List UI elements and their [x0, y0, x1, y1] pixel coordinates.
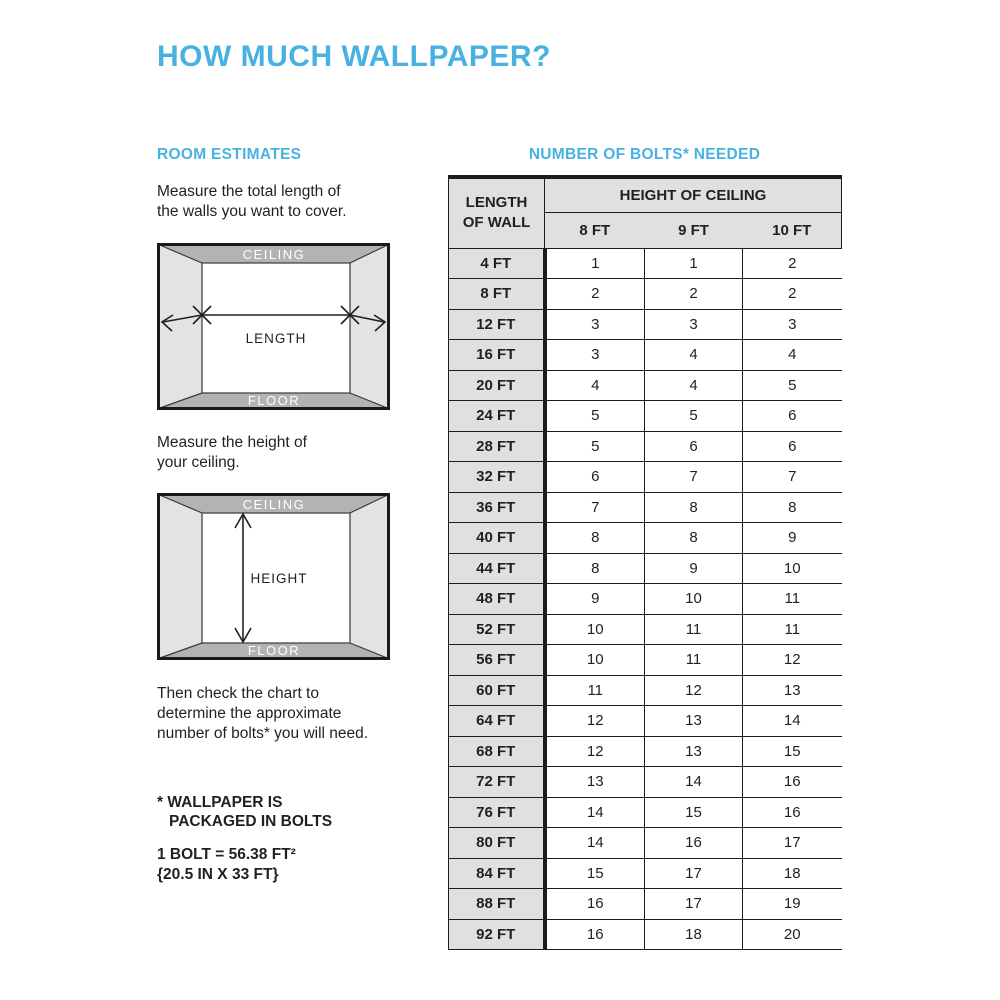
bolt-count-cell: 4 — [545, 370, 645, 401]
bolts-footnote — [157, 793, 332, 831]
table-row — [449, 401, 842, 432]
wall-length-cell: 12 FT — [449, 309, 545, 340]
bolt-count-cell: 8 — [545, 553, 645, 584]
wall-length-cell: 20 FT — [449, 370, 545, 401]
bolt-count-cell: 5 — [545, 401, 645, 432]
bolt-count-cell: 16 — [743, 767, 842, 798]
wall-length-cell: 32 FT — [449, 462, 545, 493]
wall-length-cell: 60 FT — [449, 675, 545, 706]
table-row — [449, 553, 842, 584]
height-of-ceiling-header: HEIGHT OF CEILING — [545, 177, 842, 212]
table-row — [449, 645, 842, 676]
wall-length-cell: 80 FT — [449, 828, 545, 859]
step3-instruction — [157, 684, 368, 744]
bolt-count-cell: 18 — [743, 858, 842, 889]
wall-length-cell: 64 FT — [449, 706, 545, 737]
step2-line2: your ceiling. — [157, 454, 240, 471]
table-row — [449, 431, 842, 462]
wall-length-cell: 28 FT — [449, 431, 545, 462]
bolt-count-cell: 3 — [645, 309, 743, 340]
bolt-count-cell: 17 — [743, 828, 842, 859]
bolt-count-cell: 14 — [645, 767, 743, 798]
floor-label: FLOOR — [247, 393, 301, 408]
bolt-count-cell: 16 — [645, 828, 743, 859]
wall-length-cell: 84 FT — [449, 858, 545, 889]
left-wall-surface — [159, 495, 203, 659]
bolt-count-cell: 3 — [743, 309, 842, 340]
step3-line3: number of bolts* you will need. — [157, 725, 369, 742]
bolt-count-cell: 11 — [545, 675, 645, 706]
bolt-size-note — [157, 845, 296, 885]
wall-length-cell: 8 FT — [449, 279, 545, 310]
wall-length-cell: 76 FT — [449, 797, 545, 828]
table-row — [449, 828, 842, 859]
bolt-count-cell: 10 — [545, 645, 645, 676]
wall-length-cell: 36 FT — [449, 492, 545, 523]
bolt-count-cell: 3 — [545, 309, 645, 340]
table-row — [449, 675, 842, 706]
bolt-count-cell: 13 — [743, 675, 842, 706]
bolt-count-cell: 8 — [545, 523, 645, 554]
right-wall-surface — [350, 245, 389, 409]
bolt-count-cell: 7 — [545, 492, 645, 523]
bolt-count-cell: 17 — [645, 858, 743, 889]
table-row — [449, 309, 842, 340]
table-row — [449, 462, 842, 493]
page-title: HOW MUCH WALLPAPER? — [157, 40, 551, 73]
wall-length-cell: 92 FT — [449, 919, 545, 950]
bolt-size-line2: {20.5 IN X 33 FT} — [157, 866, 279, 883]
bolt-count-cell: 2 — [743, 279, 842, 310]
bolt-count-cell: 7 — [743, 462, 842, 493]
bolt-count-cell: 17 — [645, 889, 743, 920]
bolt-count-cell: 5 — [645, 401, 743, 432]
bolt-count-cell: 14 — [545, 828, 645, 859]
bolt-count-cell: 10 — [743, 553, 842, 584]
bolt-count-cell: 2 — [645, 279, 743, 310]
wall-length-cell: 56 FT — [449, 645, 545, 676]
table-row — [449, 370, 842, 401]
bolt-count-cell: 11 — [645, 614, 743, 645]
wall-length-cell: 24 FT — [449, 401, 545, 432]
bolt-count-cell: 5 — [545, 431, 645, 462]
bolt-count-cell: 6 — [743, 401, 842, 432]
bolt-count-cell: 15 — [743, 736, 842, 767]
bolt-size-line1: 1 BOLT = 56.38 FT² — [157, 846, 296, 863]
bolt-count-cell: 6 — [743, 431, 842, 462]
step3-line1: Then check the chart to — [157, 685, 319, 702]
bolt-count-cell: 9 — [743, 523, 842, 554]
wall-length-cell: 68 FT — [449, 736, 545, 767]
bolt-count-cell: 10 — [545, 614, 645, 645]
bolt-count-cell: 19 — [743, 889, 842, 920]
bolt-count-cell: 16 — [545, 919, 645, 950]
floor-label: FLOOR — [247, 643, 301, 658]
bolt-count-cell: 9 — [545, 584, 645, 615]
bolt-count-cell: 6 — [645, 431, 743, 462]
bolt-count-cell: 12 — [743, 645, 842, 676]
bolt-count-cell: 8 — [645, 523, 743, 554]
right-wall-surface — [350, 495, 389, 659]
left-wall-surface — [159, 245, 203, 409]
table-header-row — [449, 177, 842, 212]
table-row — [449, 889, 842, 920]
wall-length-cell: 4 FT — [449, 248, 545, 279]
step1-line2: the walls you want to cover. — [157, 203, 347, 220]
bolt-count-cell: 3 — [545, 340, 645, 371]
wall-length-cell: 16 FT — [449, 340, 545, 371]
table-row — [449, 279, 842, 310]
bolt-count-cell: 14 — [743, 706, 842, 737]
bolt-count-cell: 13 — [545, 767, 645, 798]
bolt-count-cell: 14 — [545, 797, 645, 828]
bolt-count-cell: 2 — [545, 279, 645, 310]
bolt-count-cell: 2 — [743, 248, 842, 279]
table-row — [449, 340, 842, 371]
bolt-count-cell: 8 — [743, 492, 842, 523]
wall-length-cell: 48 FT — [449, 584, 545, 615]
table-row — [449, 736, 842, 767]
ceiling-10ft-header: 10 FT — [743, 212, 842, 248]
room-length-diagram — [157, 243, 390, 410]
table-row — [449, 614, 842, 645]
bolt-count-cell: 4 — [645, 340, 743, 371]
bolts-table — [448, 175, 842, 950]
bolt-count-cell: 13 — [645, 706, 743, 737]
height-arrow — [235, 514, 251, 642]
bolt-count-cell: 11 — [645, 645, 743, 676]
ceiling-9ft-header: 9 FT — [645, 212, 743, 248]
ceiling-8ft-header: 8 FT — [545, 212, 645, 248]
step1-instruction — [157, 182, 347, 222]
bolt-count-cell: 11 — [743, 584, 842, 615]
bolt-count-cell: 4 — [645, 370, 743, 401]
ceiling-label: CEILING — [242, 247, 306, 262]
length-of-wall-header: LENGTH OF WALL — [449, 177, 545, 248]
bolt-count-cell: 6 — [545, 462, 645, 493]
height-dimension-label: HEIGHT — [250, 571, 308, 586]
bolt-count-cell: 18 — [645, 919, 743, 950]
step2-line1: Measure the height of — [157, 434, 307, 451]
bolt-count-cell: 20 — [743, 919, 842, 950]
wall-length-cell: 72 FT — [449, 767, 545, 798]
bolts-needed-heading: NUMBER OF BOLTS* NEEDED — [528, 146, 761, 163]
bolt-count-cell: 8 — [645, 492, 743, 523]
table-row — [449, 919, 842, 950]
table-row — [449, 492, 842, 523]
bolt-count-cell: 9 — [645, 553, 743, 584]
footnote-line2: PACKAGED IN BOLTS — [169, 813, 333, 830]
bolt-count-cell: 15 — [545, 858, 645, 889]
bolt-count-cell: 12 — [545, 736, 645, 767]
bolt-count-cell: 11 — [743, 614, 842, 645]
bolt-count-cell: 1 — [645, 248, 743, 279]
back-wall-surface — [202, 263, 350, 393]
table-row — [449, 523, 842, 554]
table-row — [449, 767, 842, 798]
length-dimension-label: LENGTH — [245, 331, 307, 346]
step3-line2: determine the approximate — [157, 705, 342, 722]
bolt-count-cell: 16 — [743, 797, 842, 828]
bolt-count-cell: 7 — [645, 462, 743, 493]
step1-line1: Measure the total length of — [157, 183, 341, 200]
footnote-line1: * WALLPAPER IS — [157, 794, 283, 811]
bolt-count-cell: 16 — [545, 889, 645, 920]
bolt-count-cell: 12 — [645, 675, 743, 706]
room-height-diagram — [157, 493, 390, 660]
table-row — [449, 797, 842, 828]
table-row — [449, 858, 842, 889]
room-estimates-heading: ROOM ESTIMATES — [157, 146, 302, 163]
bolt-count-cell: 5 — [743, 370, 842, 401]
ceiling-label: CEILING — [242, 497, 306, 512]
bolt-count-cell: 4 — [743, 340, 842, 371]
bolt-count-cell: 12 — [545, 706, 645, 737]
table-row — [449, 584, 842, 615]
wall-length-cell: 52 FT — [449, 614, 545, 645]
bolt-count-cell: 13 — [645, 736, 743, 767]
table-row — [449, 706, 842, 737]
step2-instruction — [157, 433, 307, 473]
wall-length-cell: 88 FT — [449, 889, 545, 920]
bolt-count-cell: 10 — [645, 584, 743, 615]
bolt-count-cell: 15 — [645, 797, 743, 828]
wall-length-cell: 44 FT — [449, 553, 545, 584]
table-row — [449, 248, 842, 279]
bolt-count-cell: 1 — [545, 248, 645, 279]
wall-length-cell: 40 FT — [449, 523, 545, 554]
